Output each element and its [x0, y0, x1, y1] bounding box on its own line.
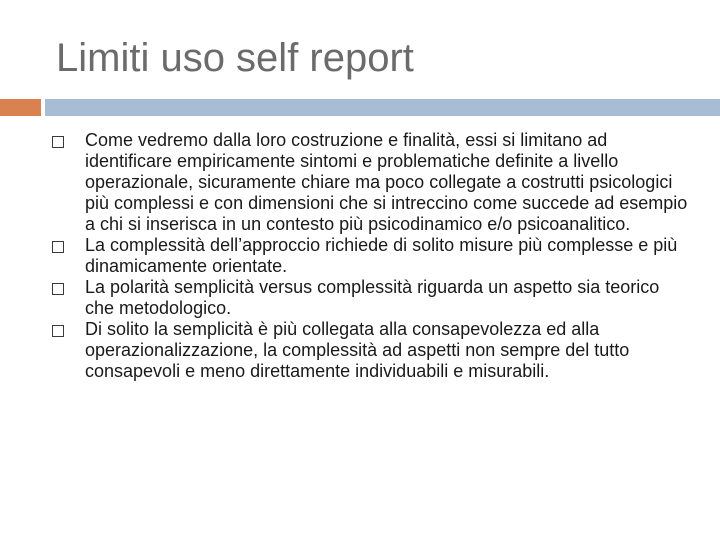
bullet-item: [52, 130, 692, 235]
bullet-text: Di solito la semplicità è più collegata alla consapevolezza ed alla operazionalizzazione, la complessità ad aspetti non sempre del tutto consapevoli e meno direttamente individuabili e misurabili.: [85, 319, 630, 381]
bullet-item: [52, 319, 692, 382]
accent-bar-blue: [45, 99, 720, 116]
bullet-text: La complessità dell’approccio richiede di solito misure più complesse e più dinamicamente orientate.: [85, 235, 678, 276]
bullet-text: La polarità semplicità versus complessità riguarda un aspetto sia teorico che metodologico.: [85, 277, 660, 318]
bullet-text: Come vedremo dalla loro costruzione e finalità, essi si limitano ad identificare empiricamente sintomi e problematiche definite a livello operazionale, sicuramente chiare ma poco collegate a costrutti psicologici più complessi e con dimensioni che si intreccino come succede ad esempio a chi si inserisca in un contesto più psicodinamico e/o psicoanalitico.: [85, 130, 688, 234]
bullet-item: [52, 277, 692, 319]
bullet-list: [52, 130, 692, 382]
checkbox-outline-icon: [52, 283, 64, 295]
checkbox-outline-icon: [52, 241, 64, 253]
accent-bar-orange: [0, 99, 41, 116]
bullet-item: [52, 235, 692, 277]
checkbox-outline-icon: [52, 136, 64, 148]
checkbox-outline-icon: [52, 325, 64, 337]
slide-title: Limiti uso self report: [56, 36, 414, 80]
